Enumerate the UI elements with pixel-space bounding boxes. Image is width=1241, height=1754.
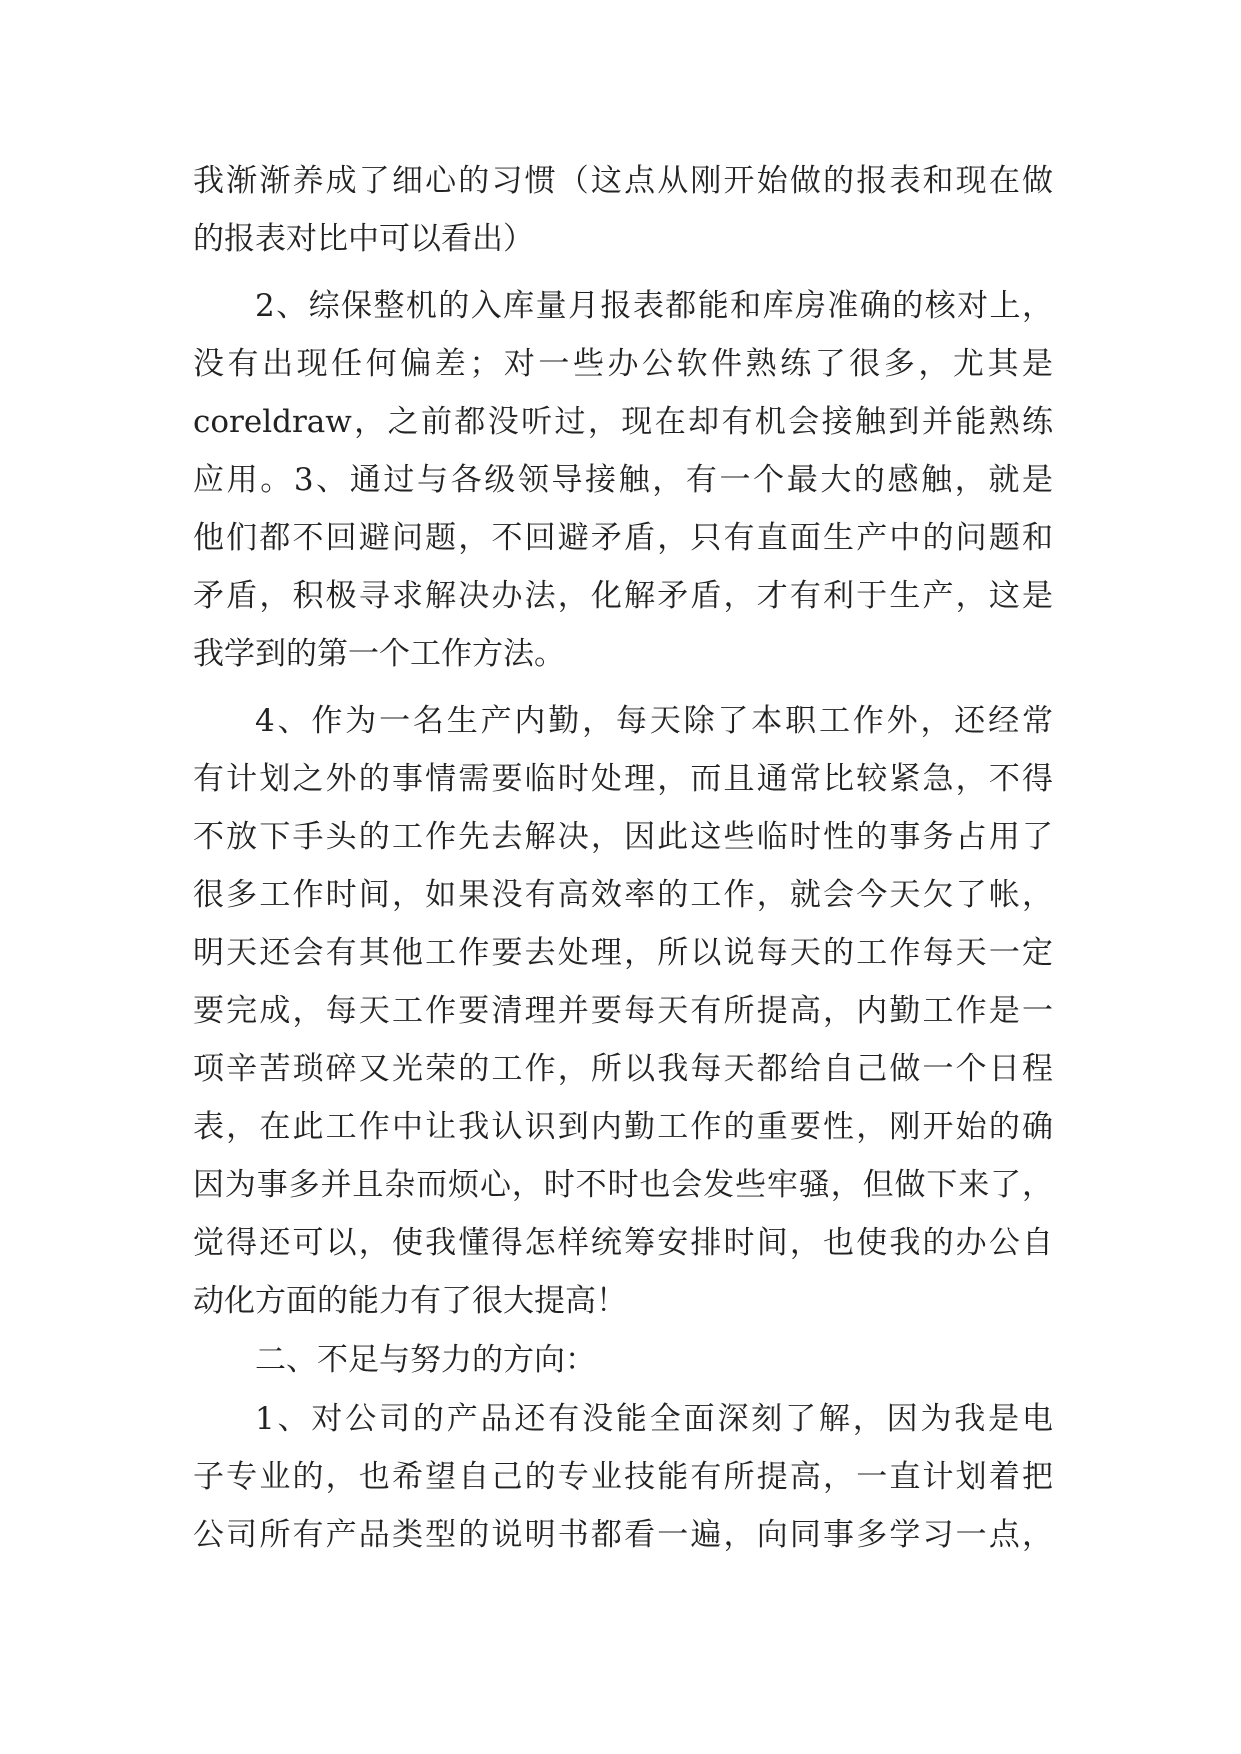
text-line: 矛盾，积极寻求解决办法，化解矛盾，才有利于生产，这是 (193, 578, 1053, 614)
text-line: 2、综保整机的入库量月报表都能和库房准确的核对上， (255, 288, 1053, 324)
text-line: 不放下手头的工作先去解决，因此这些临时性的事务占用了 (193, 819, 1053, 855)
text-line: 项辛苦琐碎又光荣的工作，所以我每天都给自己做一个日程 (193, 1051, 1053, 1087)
text-line: 公司所有产品类型的说明书都看一遍，向同事多学习一点， (193, 1517, 1053, 1553)
text-line: 4、作为一名生产内勤，每天除了本职工作外，还经常 (255, 703, 1053, 739)
text-line: 他们都不回避问题，不回避矛盾，只有直面生产中的问题和 (193, 520, 1053, 556)
text-line: 应用。3、通过与各级领导接触，有一个最大的感触，就是 (193, 462, 1053, 498)
text-line: 很多工作时间，如果没有高效率的工作，就会今天欠了帐， (193, 877, 1053, 913)
text-line: 动化方面的能力有了很大提高！ (193, 1283, 627, 1319)
text-line: coreldraw，之前都没听过，现在却有机会接触到并能熟练 (193, 404, 1053, 440)
text-line: 1、对公司的产品还有没能全面深刻了解，因为我是电 (255, 1401, 1053, 1437)
text-line: 的报表对比中可以看出） (193, 221, 534, 257)
text-line: 要完成，每天工作要清理并要每天有所提高，内勤工作是一 (193, 993, 1053, 1029)
text-line: 我学到的第一个工作方法。 (193, 636, 565, 672)
text-line: 因为事多并且杂而烦心，时不时也会发些牢骚，但做下来了， (193, 1167, 1053, 1203)
text-line: 我渐渐养成了细心的习惯（这点从刚开始做的报表和现在做 (193, 163, 1053, 199)
text-line: 表，在此工作中让我认识到内勤工作的重要性，刚开始的确 (193, 1109, 1053, 1145)
text-line: 觉得还可以，使我懂得怎样统筹安排时间，也使我的办公自 (193, 1225, 1053, 1261)
text-line: 子专业的，也希望自己的专业技能有所提高，一直计划着把 (193, 1459, 1053, 1495)
text-line: 没有出现任何偏差；对一些办公软件熟练了很多，尤其是 (193, 346, 1053, 382)
text-line: 明天还会有其他工作要去处理，所以说每天的工作每天一定 (193, 935, 1053, 971)
text-line: 有计划之外的事情需要临时处理，而且通常比较紧急，不得 (193, 761, 1053, 797)
section-heading: 二、不足与努力的方向： (255, 1342, 596, 1378)
